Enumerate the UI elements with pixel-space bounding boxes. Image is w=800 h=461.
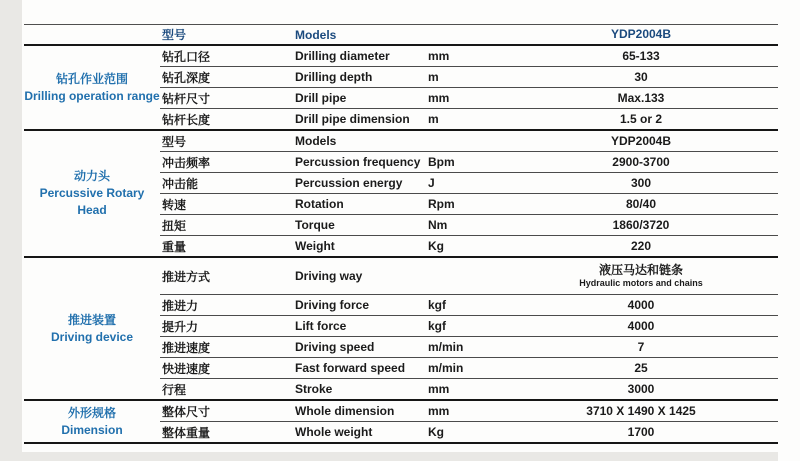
page-margin-left bbox=[0, 0, 22, 461]
param-value-main: 3000 bbox=[627, 381, 655, 396]
spec-row bbox=[160, 193, 778, 214]
section-rows bbox=[160, 46, 778, 129]
param-value bbox=[504, 404, 778, 418]
section-category bbox=[24, 131, 160, 256]
param-value-main: 2900-3700 bbox=[612, 154, 670, 169]
category-label-zh: 钻孔作业范围 bbox=[55, 71, 128, 86]
spec-row bbox=[160, 357, 778, 378]
param-label-zh: 钻孔口径 bbox=[162, 49, 211, 64]
param-unit: m/min bbox=[428, 340, 464, 354]
page-margin-bottom bbox=[0, 452, 778, 461]
param-value-main: 4000 bbox=[627, 297, 655, 312]
spec-table bbox=[24, 24, 778, 444]
category-label-zh: 外形规格 bbox=[67, 405, 116, 420]
spec-section bbox=[24, 46, 778, 131]
param-value bbox=[504, 382, 778, 396]
param-label-en: Driving speed bbox=[295, 340, 375, 354]
spec-section bbox=[24, 258, 778, 401]
param-label-en: Whole weight bbox=[295, 425, 373, 439]
param-value-main: 220 bbox=[630, 238, 652, 253]
param-label-en: Weight bbox=[295, 239, 335, 253]
param-label-zh: 扭矩 bbox=[162, 218, 187, 233]
param-value-main: 1700 bbox=[627, 424, 655, 439]
param-label-zh: 推进速度 bbox=[162, 340, 211, 355]
param-value bbox=[504, 340, 778, 354]
param-value-main: 4000 bbox=[627, 318, 655, 333]
param-value bbox=[504, 70, 778, 84]
param-label-en: Driving force bbox=[295, 298, 370, 312]
spec-row bbox=[160, 421, 778, 442]
param-value bbox=[504, 425, 778, 439]
param-value bbox=[504, 239, 778, 253]
param-value-main: Max.133 bbox=[617, 90, 665, 105]
param-label-zh: 重量 bbox=[162, 239, 187, 254]
section-rows bbox=[160, 131, 778, 256]
param-label-zh: 推进力 bbox=[162, 298, 199, 313]
param-unit: m bbox=[428, 70, 439, 84]
param-unit: Kg bbox=[428, 425, 444, 439]
param-value bbox=[504, 361, 778, 375]
param-label-zh: 型号 bbox=[162, 134, 187, 149]
spec-row bbox=[160, 108, 778, 129]
param-unit: J bbox=[428, 176, 435, 190]
param-label-zh: 冲击频率 bbox=[162, 155, 211, 170]
category-label-zh: 动力头 bbox=[73, 169, 110, 184]
spec-row bbox=[160, 87, 778, 108]
param-value bbox=[504, 134, 778, 148]
param-value bbox=[504, 263, 778, 288]
param-value bbox=[504, 298, 778, 312]
param-label-zh: 转速 bbox=[162, 197, 187, 212]
param-value-main: 7 bbox=[637, 339, 645, 354]
param-unit: Bpm bbox=[428, 155, 455, 169]
spec-section bbox=[24, 131, 778, 258]
category-label-en: Drilling operation range bbox=[24, 88, 160, 103]
param-label-en: Rotation bbox=[295, 197, 344, 211]
header-model-value: YDP2004B bbox=[610, 27, 672, 42]
param-value-main: 30 bbox=[634, 69, 648, 84]
spec-row bbox=[160, 235, 778, 256]
param-label-en: Lift force bbox=[295, 319, 347, 333]
spec-row bbox=[160, 258, 778, 294]
spec-row bbox=[160, 214, 778, 235]
param-label-en: Percussion frequency bbox=[295, 155, 421, 169]
table-header-row bbox=[24, 24, 778, 46]
category-label-zh: 推进装置 bbox=[67, 312, 116, 327]
spec-section bbox=[24, 401, 778, 444]
section-category bbox=[24, 258, 160, 399]
param-unit: mm bbox=[428, 49, 450, 63]
param-label-en: Drilling depth bbox=[295, 70, 373, 84]
param-label-zh: 冲击能 bbox=[162, 176, 199, 191]
header-label-en: Models bbox=[295, 27, 337, 42]
param-label-en: Driving way bbox=[295, 269, 363, 283]
param-value-main: 1.5 or 2 bbox=[619, 111, 663, 126]
param-value-sub: Hydraulic motors and chains bbox=[579, 277, 703, 288]
param-label-en: Stroke bbox=[295, 382, 333, 396]
param-label-en: Drilling diameter bbox=[295, 49, 390, 63]
param-label-en: Whole dimension bbox=[295, 404, 395, 418]
param-label-en: Fast forward speed bbox=[295, 361, 406, 375]
param-value-main: 65-133 bbox=[622, 48, 660, 63]
param-label-zh: 快进速度 bbox=[162, 361, 211, 376]
param-value bbox=[504, 319, 778, 333]
param-value-main: 80/40 bbox=[625, 196, 657, 211]
param-unit: Nm bbox=[428, 218, 448, 232]
param-unit: mm bbox=[428, 382, 450, 396]
param-value-main: 3710 X 1490 X 1425 bbox=[586, 403, 696, 418]
section-rows bbox=[160, 401, 778, 442]
param-value-main: 300 bbox=[630, 175, 652, 190]
spec-table-body bbox=[24, 46, 778, 444]
param-value-main: 1860/3720 bbox=[612, 217, 670, 232]
param-label-zh: 整体尺寸 bbox=[162, 404, 211, 419]
spec-row bbox=[160, 172, 778, 193]
param-value bbox=[504, 91, 778, 105]
spec-row bbox=[160, 294, 778, 315]
param-label-zh: 整体重量 bbox=[162, 425, 211, 440]
param-unit: m/min bbox=[428, 361, 464, 375]
param-value bbox=[504, 49, 778, 63]
category-label-en: Dimension bbox=[61, 422, 123, 437]
param-label-zh: 行程 bbox=[162, 382, 187, 397]
section-category bbox=[24, 46, 160, 129]
param-value bbox=[504, 155, 778, 169]
param-value-main: 液压马达和链条 bbox=[598, 263, 683, 278]
param-unit: mm bbox=[428, 91, 450, 105]
param-label-en: Percussion energy bbox=[295, 176, 403, 190]
param-unit: kgf bbox=[428, 298, 446, 312]
param-label-en: Models bbox=[295, 134, 337, 148]
spec-row bbox=[160, 66, 778, 87]
spec-row bbox=[160, 131, 778, 151]
param-value bbox=[504, 218, 778, 232]
param-label-zh: 推进方式 bbox=[162, 269, 211, 284]
param-label-zh: 钻杆长度 bbox=[162, 112, 211, 127]
param-label-en: Drill pipe dimension bbox=[295, 112, 410, 126]
param-label-zh: 提升力 bbox=[162, 319, 199, 334]
param-label-zh: 钻孔深度 bbox=[162, 70, 211, 85]
param-value bbox=[504, 197, 778, 211]
param-label-en: Torque bbox=[295, 218, 335, 232]
category-label-en: Percussive Rotary Head bbox=[39, 186, 145, 217]
param-value bbox=[504, 176, 778, 190]
param-unit: Kg bbox=[428, 239, 444, 253]
spec-row bbox=[160, 151, 778, 172]
spec-row bbox=[160, 46, 778, 66]
param-unit: mm bbox=[428, 404, 450, 418]
spec-row bbox=[160, 336, 778, 357]
param-label-zh: 钻杆尺寸 bbox=[162, 91, 211, 106]
header-label-zh: 型号 bbox=[162, 28, 187, 42]
spec-row bbox=[160, 378, 778, 399]
spec-row bbox=[160, 315, 778, 336]
param-value-main: 25 bbox=[634, 360, 648, 375]
param-value-main: YDP2004B bbox=[610, 133, 672, 148]
spec-row bbox=[160, 401, 778, 421]
category-label-en: Driving device bbox=[50, 329, 134, 344]
param-unit: m bbox=[428, 112, 439, 126]
param-unit: Rpm bbox=[428, 197, 455, 211]
param-unit: kgf bbox=[428, 319, 446, 333]
section-category bbox=[24, 401, 160, 442]
section-rows bbox=[160, 258, 778, 399]
param-value bbox=[504, 112, 778, 126]
param-label-en: Drill pipe bbox=[295, 91, 347, 105]
